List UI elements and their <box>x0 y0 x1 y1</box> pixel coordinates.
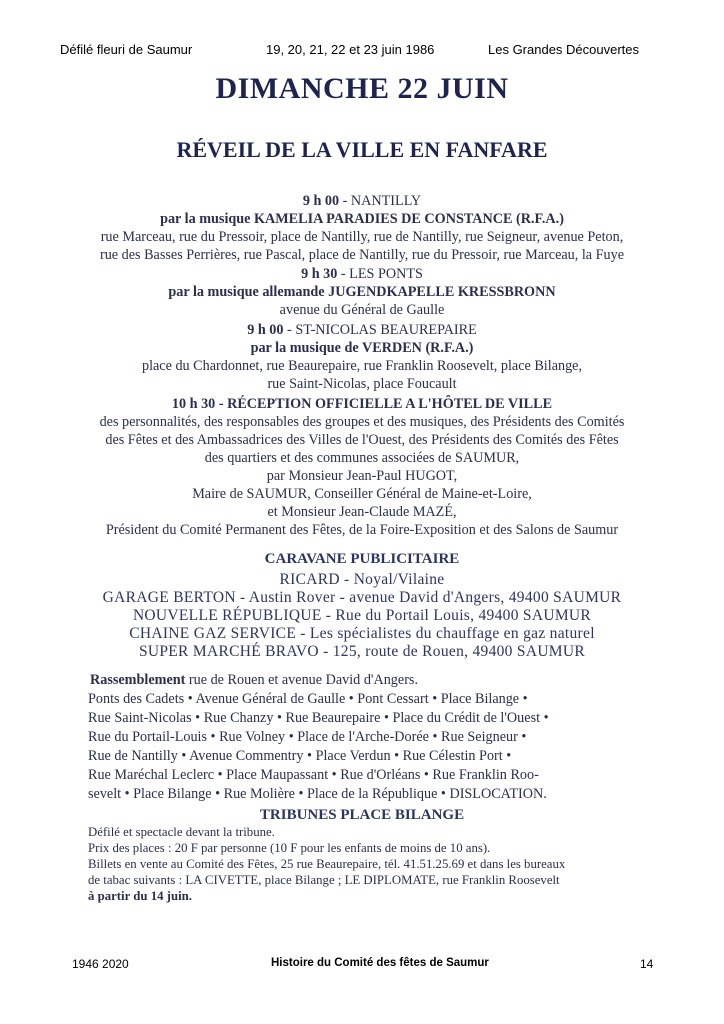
caravane-heading: CARAVANE PUBLICITAIRE <box>264 551 460 567</box>
schedule-route-line: rue Saint-Nicolas, place Foucault <box>267 376 457 392</box>
schedule-place: - NANTILLY <box>339 193 422 209</box>
schedule-music: par la musique de VERDEN (R.F.A.) <box>250 340 474 356</box>
schedule-route-line: rue des Basses Perrières, rue Pascal, place de Nantilly, rue du Pressoir, rue Marceau, la Fuye <box>99 247 625 263</box>
footer-years: 1946 2020 <box>72 957 129 971</box>
tribunes-line: Défilé et spectacle devant la tribune. <box>88 825 275 839</box>
tribunes-heading: TRIBUNES PLACE BILANGE <box>259 807 465 823</box>
schedule-time: 9 h 00 <box>302 193 340 209</box>
rassemblement-line <box>90 671 418 689</box>
reception-line: par Monsieur Jean-Paul HUGOT, <box>266 468 458 484</box>
schedule-heading <box>0 265 724 283</box>
schedule-place: - ST-NICOLAS BEAUREPAIRE <box>283 322 477 338</box>
tribunes-line: Billets en vente au Comité des Fêtes, 25 rue Beaurepaire, tél. 41.51.25.69 et dans les bureaux <box>88 857 566 871</box>
schedule-time: 9 h 30 <box>301 266 338 282</box>
parade-route-line: sevelt • Place Bilange • Rue Molière • Place de la République • DISLOCATION. <box>88 786 547 802</box>
reception-line: et Monsieur Jean-Claude MAZÉ, <box>267 504 457 520</box>
reception-line: Maire de SAUMUR, Conseiller Général de Maine-et-Loire, <box>192 486 532 502</box>
parade-route-line: Rue du Portail-Louis • Rue Volney • Place de l'Arche-Dorée • Rue Seigneur • <box>88 729 527 745</box>
reception-line: des personnalités, des responsables des groupes et des musiques, des Présidents des Comités <box>99 414 625 430</box>
caravane-sponsor: NOUVELLE RÉPUBLIQUE - Rue du Portail Louis, 49400 SAUMUR <box>132 607 592 624</box>
reception-line: Président du Comité Permanent des Fêtes, de la Foire-Exposition et des Salons de Saumur <box>105 522 619 538</box>
parade-route-line: Rue Saint-Nicolas • Rue Chanzy • Rue Beaurepaire • Place du Crédit de l'Ouest • <box>88 710 549 726</box>
header-right: Les Grandes Découvertes <box>488 42 640 57</box>
caravane-sponsor: SUPER MARCHÉ BRAVO - 125, route de Rouen, 49400 SAUMUR <box>138 643 586 660</box>
footer-title: Histoire du Comité des fêtes de Saumur <box>271 957 489 969</box>
schedule-music: par la musique allemande JUGENDKAPELLE KRESSBRONN <box>168 284 556 300</box>
schedule-place: - LES PONTS <box>337 266 423 282</box>
header-dates: 19, 20, 21, 22 et 23 juin 1986 <box>266 42 435 57</box>
schedule-heading <box>0 192 724 210</box>
parade-route-line: Rue Maréchal Leclerc • Place Maupassant • Rue d'Orléans • Rue Franklin Roo- <box>88 767 539 783</box>
reception-line: des quartiers et des communes associées de SAUMUR, <box>204 450 520 466</box>
caravane-sponsor: CHAINE GAZ SERVICE - Les spécialistes du chauffage en gaz naturel <box>129 625 595 642</box>
schedule-route-line: avenue du Général de Gaulle <box>279 302 445 318</box>
schedule-music: par la musique KAMELIA PARADIES DE CONSTANCE (R.F.A.) <box>160 211 564 227</box>
reception-line: des Fêtes et des Ambassadrices des Villes de l'Ouest, des Présidents des Comités des Fêtes <box>105 432 619 448</box>
parade-route-line: Ponts des Cadets • Avenue Général de Gaulle • Pont Cessart • Place Bilange • <box>88 691 528 707</box>
parade-route-line: Rue de Nantilly • Avenue Commentry • Place Verdun • Rue Célestin Port • <box>88 748 512 764</box>
section-subtitle: RÉVEIL DE LA VILLE EN FANFARE <box>176 137 548 162</box>
tribunes-date: à partir du 14 juin. <box>88 889 192 903</box>
schedule-route-line: place du Chardonnet, rue Beaurepaire, rue Franklin Roosevelt, place Bilange, <box>141 358 583 374</box>
header-left: Défilé fleuri de Saumur <box>60 42 193 57</box>
tribunes-line: de tabac suivants : LA CIVETTE, place Bilange ; LE DIPLOMATE, rue Franklin Roosevelt <box>88 873 560 887</box>
schedule-heading <box>0 321 724 339</box>
rassemblement-text: rue de Rouen et avenue David d'Angers. <box>185 672 418 688</box>
caravane-sponsor: GARAGE BERTON - Austin Rover - avenue David d'Angers, 49400 SAUMUR <box>102 589 622 606</box>
schedule-route-line: rue Marceau, rue du Pressoir, place de Nantilly, rue de Nantilly, rue Seigneur, avenue Peton, <box>100 229 624 245</box>
rassemblement-label: Rassemblement <box>90 672 186 688</box>
tribunes-line: Prix des places : 20 F par personne (10 F pour les enfants de moins de 10 ans). <box>88 841 491 855</box>
page-title: DIMANCHE 22 JUIN <box>215 72 509 105</box>
schedule-time: 9 h 00 <box>247 322 284 338</box>
caravane-sponsor: RICARD - Noyal/Vilaine <box>279 571 445 588</box>
page-number: 14 <box>640 957 654 971</box>
reception-heading: 10 h 30 - RÉCEPTION OFFICIELLE A L'HÔTEL DE VILLE <box>171 396 553 412</box>
